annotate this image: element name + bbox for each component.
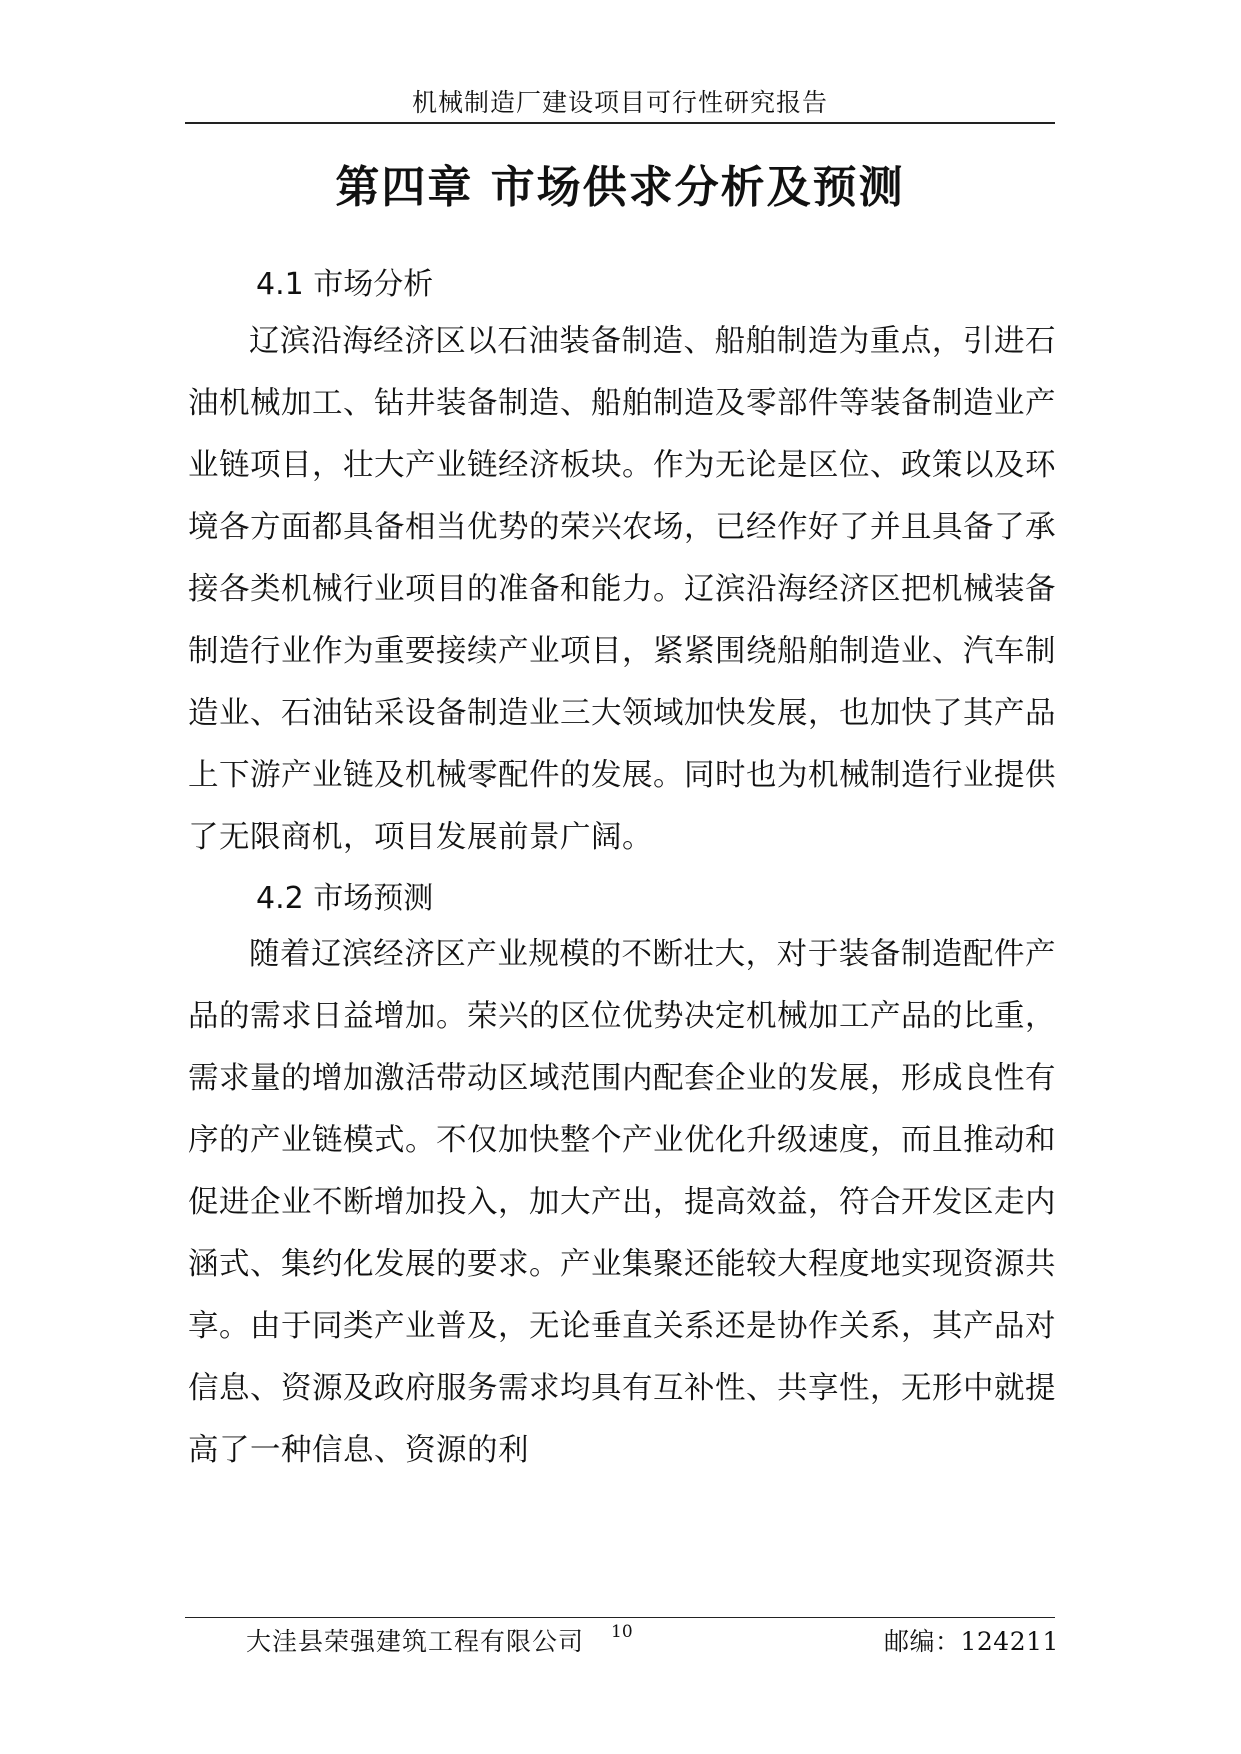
page-number: 10: [611, 1622, 633, 1642]
header-rule: [185, 122, 1055, 124]
section-heading-4-2: 4.2 市场预测: [256, 881, 434, 916]
footer-rule: [185, 1617, 1055, 1618]
paragraph-market-forecast: 随着辽滨经济区产业规模的不断壮大，对于装备制造配件产品的需求日益增加。荣兴的区位优势决定机械加工产品的比重，需求量的增加激活带动区域范围内配套企业的发展，形成良性有序的产业链模式。不仅加快整个产业优化升级速度，而且推动和促进企业不断增加投入，加大产出，提高效益，符合开发区走内涵式、集约化发展的要求。产业集聚还能较大程度地实现资源共享。由于同类产业普及，无论垂直关系还是协作关系，其产品对信息、资源及政府服务需求均具有互补性、共享性，无形中就提高了一种信息、资源的利: [188, 937, 1056, 1468]
footer-postcode: 邮编：124211: [884, 1627, 1059, 1656]
paragraph-market-analysis: 辽滨沿海经济区以石油装备制造、船舶制造为重点，引进石油机械加工、钻井装备制造、船舶制造及零部件等装备制造业产业链项目，壮大产业链经济板块。作为无论是区位、政策以及环境各方面都具备相当优势的荣兴农场，已经作好了并且具备了承接各类机械行业项目的准备和能力。辽滨沿海经济区把机械装备制造行业作为重要接续产业项目，紧紧围绕船舶制造业、汽车制造业、石油钻采设备制造业三大领域加快发展，也加快了其产品上下游产业链及机械零配件的发展。同时也为机械制造行业提供了无限商机，项目发展前景广阔。: [188, 324, 1056, 855]
footer-company-name: 大洼县荣强建筑工程有限公司: [246, 1627, 585, 1656]
chapter-title: 第四章 市场供求分析及预测: [335, 162, 905, 213]
running-header: 机械制造厂建设项目可行性研究报告: [411, 88, 828, 117]
section-heading-4-1: 4.1 市场分析: [256, 267, 434, 302]
